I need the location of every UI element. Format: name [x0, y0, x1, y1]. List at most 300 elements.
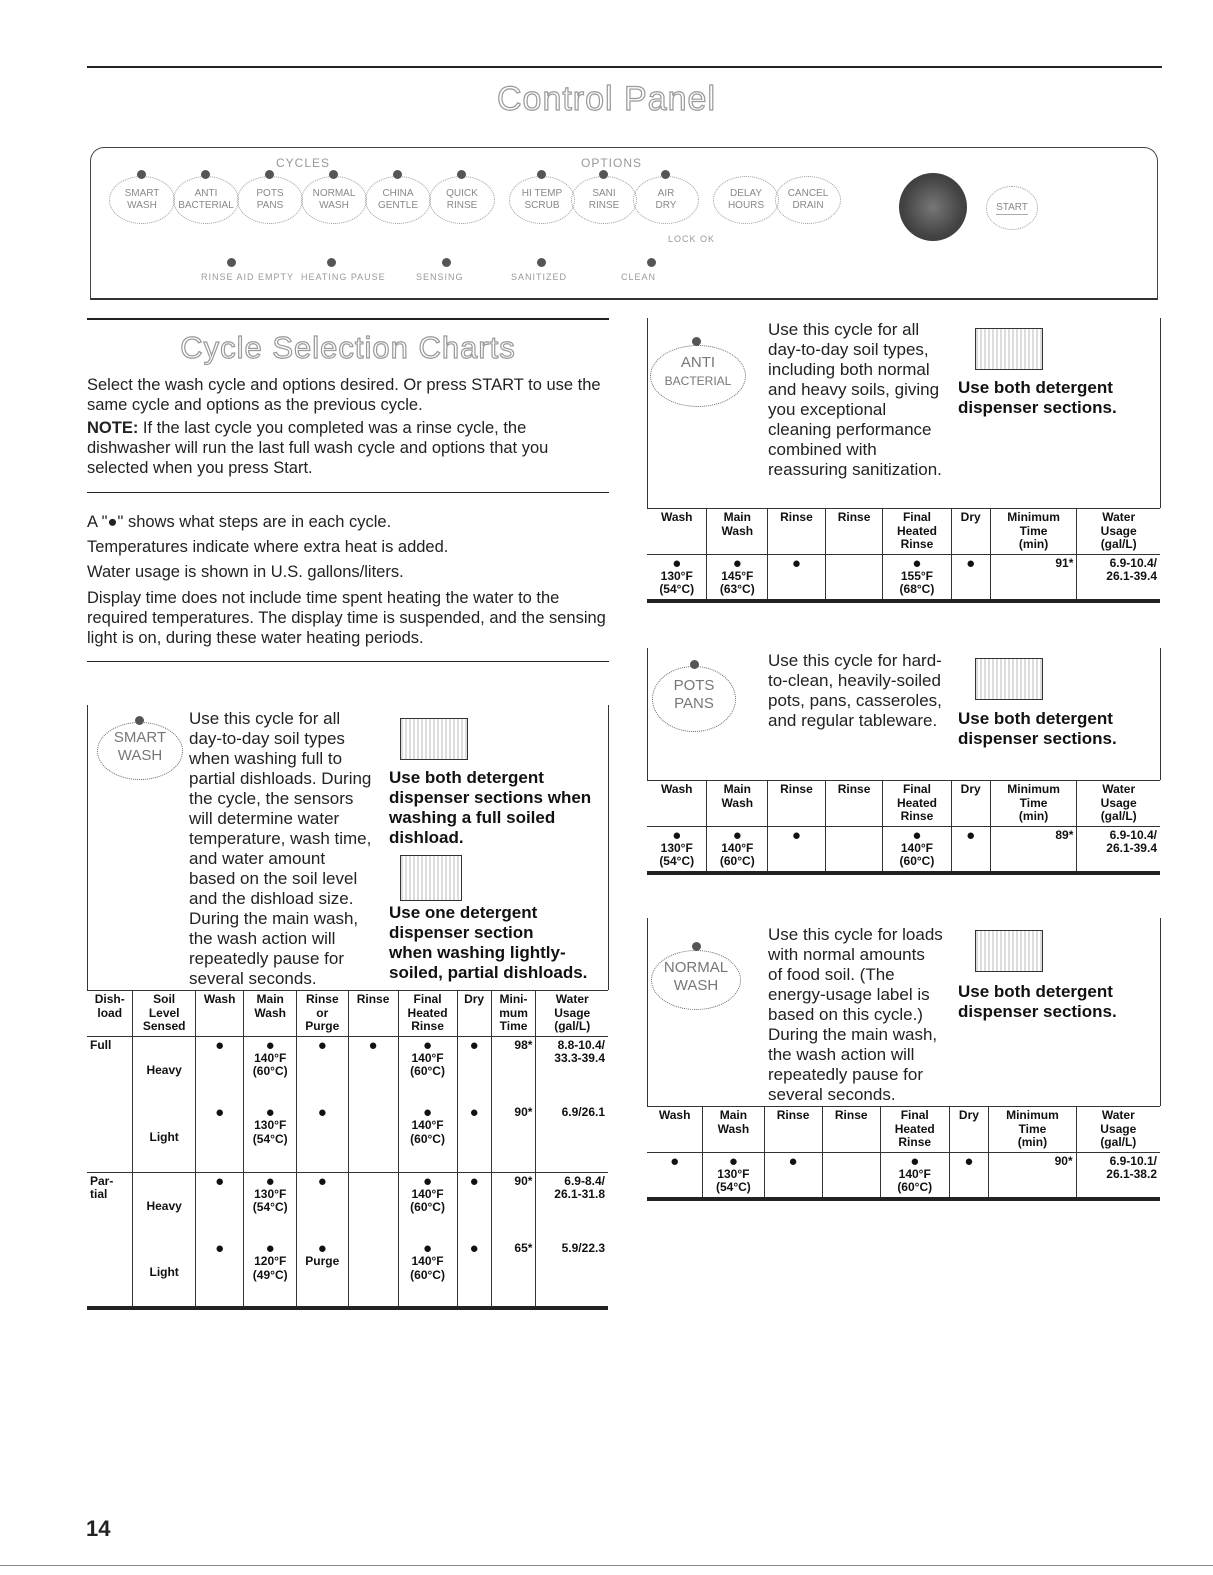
anti-icon-led	[692, 337, 701, 346]
panel-button-label-bottom: PANS	[256, 200, 284, 211]
info-line-3: Water usage is shown in U.S. gallons/liters.	[87, 563, 404, 581]
panel-button-led	[661, 170, 670, 179]
header-line: Rinse	[837, 782, 871, 796]
table-cell-rinse1	[768, 826, 826, 873]
header-line: Level	[148, 1005, 180, 1020]
cell-text: (60°C)	[719, 854, 755, 868]
column-header	[133, 991, 196, 1037]
table-cell-dry	[951, 826, 990, 873]
smart-icon-line1: SMART	[113, 729, 167, 746]
anti-detergent-icon	[975, 328, 1043, 370]
step-dot: ●	[469, 1240, 479, 1257]
cycles-label: CYCLES	[276, 156, 331, 170]
panel-button-label-top: SANI	[592, 188, 616, 199]
table-cell-wash	[195, 1104, 244, 1172]
header-line: Usage	[1100, 1121, 1137, 1136]
step-dot: ●	[732, 554, 742, 572]
description-line: During the main wash,	[189, 909, 359, 928]
panel-button-label-top: HI TEMP	[521, 188, 563, 199]
panel-button-label-bottom: RINSE	[446, 200, 478, 211]
header-line: Dry	[958, 1108, 979, 1122]
indicator-label: SANITIZED	[511, 272, 568, 282]
column-header	[880, 1107, 949, 1153]
step-dot: ●	[423, 1172, 433, 1190]
table-cell-dry	[457, 1036, 491, 1104]
header-line: Wash	[660, 510, 693, 524]
cell-text: (60°C)	[897, 1180, 933, 1194]
bold-note-line: Use both detergent	[958, 378, 1113, 397]
panel-button-cancel[interactable]	[775, 176, 841, 224]
header-line: Water	[1101, 1108, 1135, 1122]
table-cell-dry	[457, 1172, 491, 1240]
anti-bacterial-table	[647, 508, 1160, 603]
description-line: Use this cycle for all	[768, 320, 920, 339]
header-line: Rinse	[898, 1135, 932, 1149]
step-dot: ●	[317, 1036, 327, 1054]
cell-text: (60°C)	[899, 854, 935, 868]
description-line: Use this cycle for hard-	[768, 651, 942, 670]
column-header	[398, 991, 457, 1037]
header-line: Rinse	[356, 992, 390, 1006]
normal-wash-icon	[651, 950, 741, 1010]
bold-note-line: Use both detergent	[389, 768, 544, 787]
table-cell-time	[491, 1240, 536, 1308]
step-dot: ●	[368, 1036, 378, 1054]
bold-note-line: dispenser sections.	[958, 1002, 1117, 1021]
cell-text: 33.3-39.4	[554, 1051, 605, 1065]
table-cell-rinse2	[348, 1240, 398, 1308]
table-cell-main	[707, 826, 768, 873]
column-header	[825, 781, 883, 827]
table-cell-main	[244, 1240, 297, 1308]
cell-text: (49°C)	[252, 1267, 288, 1282]
table-header-row	[647, 509, 1160, 555]
step-dot: ●	[469, 1104, 479, 1121]
start-dial[interactable]	[899, 173, 967, 241]
header-line: Sensed	[142, 1019, 186, 1033]
table-cell-rinse2	[825, 554, 883, 601]
normal-icon-line2: WASH	[673, 977, 719, 994]
step-dot: ●	[791, 826, 801, 844]
panel-button-led	[393, 170, 402, 179]
table-cell-wash	[195, 1240, 244, 1308]
smart-wash-bold-note-2	[389, 903, 609, 983]
header-line: Main	[723, 782, 751, 796]
step-dot: ●	[317, 1240, 327, 1257]
normal-icon-led	[692, 942, 701, 951]
cell-text: 140°F	[411, 1186, 444, 1201]
table-cell-rinse1	[768, 554, 826, 601]
panel-button-led	[201, 170, 210, 179]
panel-button-pots[interactable]	[237, 176, 303, 224]
column-header	[195, 991, 244, 1037]
header-line: Minimum	[1007, 782, 1060, 796]
pots-pans-icon	[652, 666, 736, 732]
column-header	[989, 1107, 1076, 1153]
header-line: (min)	[1018, 809, 1049, 823]
header-line: Rinse	[837, 510, 871, 524]
description-line: Use this cycle for loads	[768, 925, 943, 944]
column-header	[1076, 1107, 1160, 1153]
note-label: NOTE:	[87, 419, 139, 437]
header-line: Wash	[658, 1108, 691, 1122]
table-cell-wash	[647, 554, 707, 601]
table-cell-water	[1077, 826, 1160, 873]
table-cell-rinse2	[825, 826, 883, 873]
description-line: including both normal	[768, 360, 930, 379]
panel-button-label-top: CHINA	[382, 188, 414, 199]
cell-text: 6.9-10.4/	[1109, 827, 1157, 842]
top-rule	[87, 66, 1162, 68]
header-line: (gal/L)	[1100, 537, 1137, 551]
description-line: Use this cycle for all	[189, 709, 341, 728]
panel-button-china[interactable]	[365, 176, 431, 224]
cell-text: 140°F	[254, 1050, 287, 1065]
header-line: Rinse	[780, 782, 813, 796]
header-line: Rinse	[900, 537, 934, 551]
table-cell-rinse1	[297, 1240, 349, 1308]
description-line: the cycle, the sensors	[189, 789, 354, 808]
indicator-led	[227, 258, 236, 267]
step-dot: ●	[265, 1036, 275, 1054]
header-line: Final	[902, 782, 931, 796]
cell-text: Par-	[90, 1173, 114, 1188]
column-header	[87, 991, 133, 1037]
table-row	[647, 1152, 1160, 1199]
table-cell-dry	[457, 1240, 491, 1308]
smart-icon-line2: WASH	[117, 747, 163, 764]
cell-text: (54°C)	[659, 854, 695, 868]
description-line: of food soil. (The	[768, 965, 895, 984]
anti-bacterial-icon	[650, 345, 746, 407]
table-header-row	[87, 991, 608, 1037]
cell-text: tial	[90, 1187, 108, 1201]
detergent-one-icon	[400, 855, 462, 901]
smart-wash-table	[87, 990, 608, 1310]
table-cell-time	[989, 1152, 1076, 1199]
indicator-label: HEATING PAUSE	[301, 272, 386, 282]
step-dot: ●	[215, 1036, 225, 1054]
table-cell-main	[244, 1172, 297, 1240]
panel-button-smart[interactable]	[109, 176, 175, 224]
cell-text: 26.1-39.4	[1106, 841, 1157, 855]
anti-icon-line1: ANTI	[680, 354, 716, 371]
header-line: Heated	[894, 1121, 935, 1136]
bold-note-line: dishload.	[389, 828, 464, 847]
description-line: will determine water	[189, 809, 340, 828]
description-line: based on the soil level	[189, 869, 358, 888]
panel-button-led	[265, 170, 274, 179]
smart-wash-bold-note-1	[389, 768, 609, 848]
description-line: based on this cycle.)	[768, 1005, 923, 1024]
header-line: (gal/L)	[1100, 1135, 1137, 1149]
cell-text: 140°F	[411, 1118, 444, 1132]
cell-text: (54°C)	[252, 1200, 288, 1214]
panel-button-delay[interactable]	[713, 176, 779, 224]
header-line: (gal/L)	[554, 1019, 591, 1033]
step-dot: ●	[265, 1172, 275, 1190]
step-dot: ●	[966, 554, 976, 572]
table-header-row	[647, 1107, 1160, 1153]
cell-text: 65*	[514, 1241, 533, 1255]
bold-note-line: Use one detergent	[389, 903, 538, 922]
cell-text: 140°F	[411, 1050, 444, 1065]
table-cell-dry	[949, 1152, 989, 1199]
description-line: temperature, wash time,	[189, 829, 372, 848]
normal-wash-table	[647, 1106, 1160, 1201]
column-header	[647, 1107, 703, 1153]
control-panel	[90, 147, 1158, 300]
table-cell-water	[1077, 554, 1160, 601]
cell-text: 140°F	[900, 840, 934, 855]
panel-button-label-bottom: HOURS	[727, 200, 765, 211]
header-line: load	[97, 1005, 123, 1020]
description-line: energy-usage label is	[768, 985, 930, 1004]
cell-text: 6.9-10.1/	[1109, 1153, 1157, 1168]
cell-text: 130°F	[254, 1118, 287, 1132]
step-dot: ●	[317, 1172, 327, 1190]
panel-button-label-bottom: DRY	[655, 200, 677, 211]
bold-note-line: when washing lightly-	[389, 943, 566, 962]
step-dot: ●	[215, 1172, 225, 1190]
column-header	[536, 991, 608, 1037]
normal-icon-line1: NORMAL	[663, 959, 729, 976]
column-header	[768, 781, 826, 827]
table-cell-time	[491, 1104, 536, 1172]
info-line-4: Display time does not include time spent heating the water to the required temperatures. The display time is suspended, and the sensing light is on, during these water heating periods.	[87, 589, 606, 647]
table-row	[87, 1240, 608, 1308]
header-line: Wash	[203, 992, 236, 1006]
panel-button-quick[interactable]	[429, 176, 495, 224]
table-cell-load	[87, 1172, 133, 1240]
cell-text: 6.9/26.1	[561, 1105, 605, 1119]
table-cell-main	[244, 1036, 297, 1104]
cell-text: 155°F	[900, 568, 934, 583]
step-dot: ●	[732, 826, 742, 844]
step-dot: ●	[317, 1104, 327, 1121]
description-line: partial dishloads. During	[189, 769, 372, 788]
table-cell-rinse2	[348, 1104, 398, 1172]
panel-button-normal[interactable]	[301, 176, 367, 224]
header-line: (min)	[1017, 1135, 1048, 1149]
header-line: Wash	[660, 782, 693, 796]
panel-button-label-bottom: RINSE	[588, 200, 620, 211]
cell-text: 89*	[1055, 827, 1074, 842]
cell-text: 90*	[1054, 1153, 1073, 1168]
header-line: Time	[1019, 523, 1048, 538]
table-cell-rinse1	[297, 1104, 349, 1172]
left-lower-rule	[87, 661, 609, 662]
panel-button-hi-temp[interactable]	[509, 176, 575, 224]
panel-button-label-top: AIR	[657, 188, 675, 199]
intro-text: Select the wash cycle and options desired. Or press START to use the same cycle and options as the previous cycle.	[87, 376, 601, 414]
anti-icon-line2: BACTERIAL	[664, 374, 732, 388]
column-header	[768, 509, 826, 555]
step-dot: ●	[469, 1036, 479, 1054]
header-line: Final	[900, 1108, 929, 1122]
bold-note-line: washing a full soiled	[389, 808, 556, 827]
step-dot: ●	[423, 1104, 433, 1121]
cell-text: (54°C)	[659, 582, 695, 596]
column-header	[990, 781, 1077, 827]
header-line: Wash	[254, 1005, 286, 1020]
bold-note-line: Use both detergent	[958, 982, 1113, 1001]
indicator-label: SENSING	[416, 272, 464, 282]
step-dot: ●	[912, 826, 922, 844]
column-header	[348, 991, 398, 1037]
header-line: Usage	[1100, 795, 1137, 810]
cell-text: (63°C)	[719, 582, 755, 596]
bold-note-line: dispenser section	[389, 923, 534, 942]
cell-text: (60°C)	[410, 1200, 445, 1214]
header-line: Final	[902, 510, 931, 524]
step-dot: ●	[912, 554, 922, 572]
header-line: Mini-	[499, 992, 528, 1006]
cell-text: 140°F	[898, 1166, 931, 1181]
header-line: Dish-	[94, 992, 125, 1006]
pots-icon-led	[690, 660, 699, 669]
cell-text: 26.1-31.8	[554, 1187, 605, 1201]
step-dot: ●	[728, 1152, 738, 1170]
header-line: Dry	[960, 782, 981, 796]
header-line: Water	[555, 992, 589, 1006]
table-header-row	[647, 781, 1160, 827]
step-dot: ●	[423, 1036, 433, 1054]
description-line: and heavy soils, giving	[768, 380, 940, 399]
column-header	[1077, 509, 1160, 555]
header-line: (gal/L)	[1100, 809, 1137, 823]
pots-detergent-icon	[975, 658, 1043, 700]
header-line: Heated	[896, 795, 937, 810]
table-cell-final	[883, 554, 951, 601]
table-cell-time	[990, 826, 1077, 873]
header-line: Rinse	[411, 1019, 444, 1033]
panel-button-label-bottom: SCRUB	[524, 200, 560, 211]
smart-wash-description	[189, 709, 389, 989]
table-cell-final	[398, 1172, 457, 1240]
description-line: combined with	[768, 440, 877, 459]
panel-button-label-bottom: WASH	[319, 200, 349, 211]
table-cell-water	[536, 1172, 608, 1240]
column-header	[822, 1107, 880, 1153]
description-line: the wash action will	[768, 1045, 915, 1064]
header-line: Minimum	[1006, 1108, 1059, 1122]
description-line: to-clean, heavily-soiled	[768, 671, 941, 690]
cell-text: 90*	[514, 1105, 533, 1119]
normal-detergent-icon	[975, 930, 1043, 972]
indicator-led	[537, 258, 546, 267]
panel-button-led	[457, 170, 466, 179]
cell-text: 130°F	[660, 568, 693, 583]
table-cell-water	[536, 1240, 608, 1308]
note-body: If the last cycle you completed was a rinse cycle, the dishwasher will run the last full wash cycle and options that you selected when you press Start.	[87, 419, 549, 477]
left-section-rule	[87, 318, 609, 320]
step-dot: ●	[964, 1152, 974, 1170]
panel-button-label-top: NORMAL	[312, 188, 356, 199]
panel-button-led	[537, 170, 546, 179]
column-header	[1077, 781, 1160, 827]
bold-note-line: dispenser sections when	[389, 788, 592, 807]
note-text	[87, 418, 607, 478]
panel-button-label-top: DELAY	[729, 188, 763, 199]
header-line: Soil	[153, 992, 176, 1006]
table-cell-final	[398, 1240, 457, 1308]
panel-button-anti[interactable]	[173, 176, 239, 224]
cell-text: Purge	[305, 1254, 340, 1268]
table-cell-final	[398, 1104, 457, 1172]
pots-pans-table	[647, 780, 1160, 875]
section-title: Cycle Selection Charts	[180, 330, 516, 365]
table-cell-soil	[133, 1172, 196, 1240]
description-line: the wash action will	[189, 929, 336, 948]
description-line: repeatedly pause for	[768, 1065, 923, 1084]
anti-bacterial-description	[768, 320, 968, 480]
column-header	[707, 781, 768, 827]
smart-icon-led	[135, 716, 144, 725]
table-row	[87, 1036, 608, 1104]
cell-text: Heavy	[146, 1198, 182, 1213]
header-line: Main	[719, 1108, 748, 1122]
panel-button-sani[interactable]	[571, 176, 637, 224]
table-cell-main	[244, 1104, 297, 1172]
header-line: Usage	[1100, 523, 1137, 538]
cell-text: 6.9-8.4/	[564, 1173, 605, 1188]
step-dot: ●	[788, 1152, 798, 1170]
smart-wash-icon	[97, 722, 183, 780]
header-line: Rinse	[900, 809, 934, 823]
header-line: or	[316, 1005, 329, 1020]
cell-text: 130°F	[717, 1166, 750, 1181]
table-row	[647, 554, 1160, 601]
cell-text: (60°C)	[410, 1267, 445, 1282]
step-dot: ●	[265, 1104, 275, 1121]
header-line: mum	[499, 1005, 528, 1020]
description-line: day-to-day soil types,	[768, 340, 929, 359]
start-button[interactable]	[986, 186, 1038, 230]
header-line: Main	[723, 510, 751, 524]
column-header	[951, 781, 990, 827]
step-dot: ●	[423, 1240, 433, 1257]
cell-text: (60°C)	[252, 1064, 288, 1078]
cell-text: (68°C)	[899, 582, 935, 596]
column-header	[457, 991, 491, 1037]
pots-icon-line2: PANS	[674, 695, 714, 712]
bold-note-line: dispenser sections.	[958, 729, 1117, 748]
anti-bacterial-bold-note	[958, 378, 1158, 418]
panel-button-air[interactable]	[633, 176, 699, 224]
pots-pans-bold-note	[958, 709, 1158, 749]
indicator-led	[327, 258, 336, 267]
column-header	[297, 991, 349, 1037]
panel-button-label-bottom: GENTLE	[377, 200, 418, 211]
cell-text: 8.8-10.4/	[557, 1037, 605, 1052]
header-line: Wash	[721, 523, 754, 538]
indicator-label: CLEAN	[621, 272, 657, 282]
page-title: Control Panel	[496, 80, 716, 118]
cell-text: 130°F	[254, 1186, 287, 1201]
table-cell-dry	[951, 554, 990, 601]
column-header	[949, 1107, 989, 1153]
header-line: Rinse	[305, 992, 339, 1006]
header-line: Heated	[896, 523, 937, 538]
cell-text: 90*	[514, 1173, 533, 1188]
description-line: and the dishload size.	[189, 889, 354, 908]
header-line: Time	[1018, 1121, 1047, 1136]
step-dot: ●	[469, 1172, 479, 1190]
panel-button-led	[137, 170, 146, 179]
step-dot: ●	[215, 1104, 225, 1121]
column-header	[244, 991, 297, 1037]
